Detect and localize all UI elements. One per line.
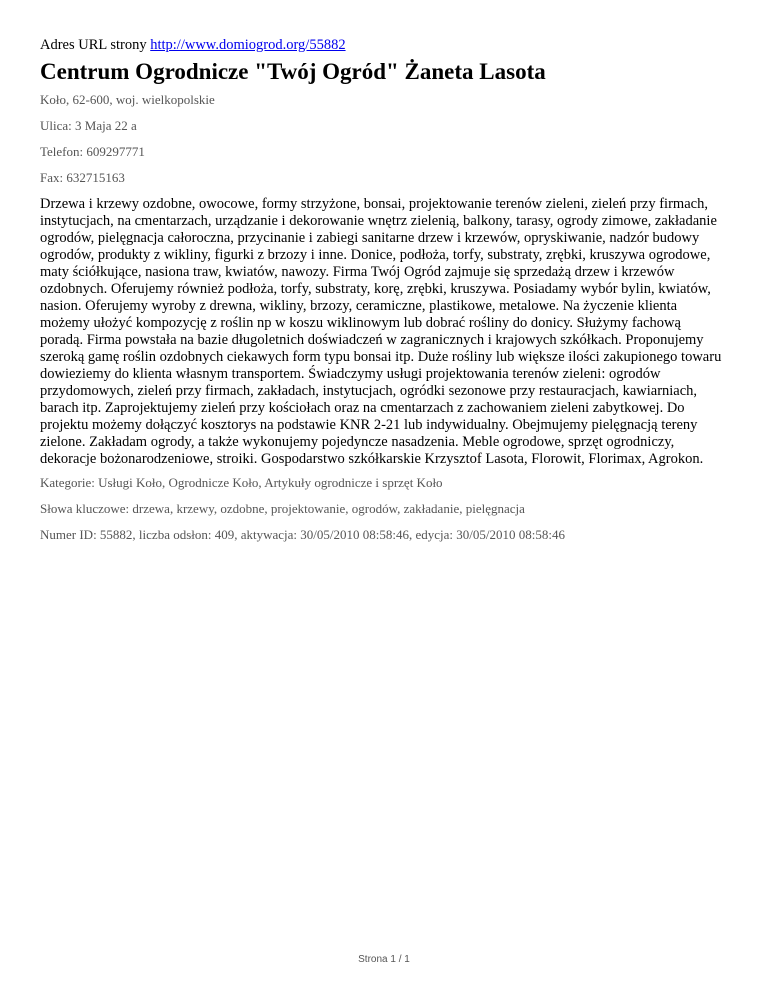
company-fax: Fax: 632715163 — [40, 170, 125, 185]
company-location: Koło, 62-600, woj. wielkopolskie — [40, 92, 215, 107]
company-description: Drzewa i krzewy ozdobne, owocowe, formy strzyżone, bonsai, projektowanie terenów zieleni, zieleń przy firmach, instytucjach, na cmentarzach, urządzanie i dekorowanie wnętrz zielenią, balkony, tarasy, ogrody zimowe, zakładanie ogrodów, pielęgnacja całoroczna, przycinanie i zabiegi sanitarne drzew i krzewów, opryskiwanie, nadzór budowy ogrodów, produkty z wikliny, figurki z brzozy i inne. Donice, podłoża, torfy, substraty, zrębki, kruszywa ogrodowe, maty ściółkujące, nasiona traw, kwiatów, nawozy. Firma Twój Ogród zajmuje się sprzedażą drzew i krzewów ozdobnych. Oferujemy również podłoża, torfy, substraty, korę, zrębki, kruszywa. Posiadamy wybór bylin, kwiatów, nasion. Oferujemy wyroby z drewna, wikliny, brzozy, ceramiczne, plastikowe, metalowe. Na życzenie klienta możemy ułożyć kompozycję z roślin np w koszu wiklinowym lub dobrać rośliny do donicy. Służymy fachową poradą. Firma powstała na bazie długoletnich doświadczeń w zagranicznych i krajowych szkółkach. Proponujemy szeroką gamę roślin ozdobnych ciekawych form typu bonsai itp. Duże rośliny lub większe ilości zakupionego towaru dowieziemy do klienta własnym transportem. Świadczymy usługi projektowania terenów zieleni: ogrodów przydomowych, zieleń przy firmach, zakładach, instytucjach, ogródki sezonowe przy restauracjach, kawiarniach, barach itp. Zaprojektujemy zieleń przy kościołach oraz na cmentarzach z zachowaniem zieleni zabytkowej. Do projektu możemy dołączyć kosztorys na podstawie KNR 2-21 lub indywidualny. Obejmujemy pielęgnacją tereny zielone. Zakładam ogrody, a także wykonujemy pojedyncze nasadzenia. Meble ogrodowe, sprzęt ogrodniczy, dekoracje bożonarodzeniowe, stroiki. Gospodarstwo szkółkarskie Krzysztof Lasota, Florowit, Florimax, Agrokon. — [40, 196, 722, 467]
page-number: Strona 1 / 1 — [358, 954, 410, 965]
url-label: Adres URL strony — [40, 37, 147, 53]
company-name: Centrum Ogrodnicze "Twój Ogród" Żaneta Lasota — [40, 59, 546, 84]
company-phone: Telefon: 609297771 — [40, 144, 145, 159]
categories-line: Kategorie: Usługi Koło, Ogrodnicze Koło, Artykuły ogrodnicze i sprzęt Koło — [40, 475, 443, 490]
keywords-line: Słowa kluczowe: drzewa, krzewy, ozdobne, projektowanie, ogrodów, zakładanie, pielęgnacja — [40, 501, 525, 516]
company-street: Ulica: 3 Maja 22 a — [40, 118, 137, 133]
document-page — [40, 36, 730, 553]
company-url-link[interactable]: http://www.domiogrod.org/55882 — [150, 37, 346, 53]
record-info-line: Numer ID: 55882, liczba odsłon: 409, aktywacja: 30/05/2010 08:58:46, edycja: 30/05/2010 08:58:46 — [40, 527, 565, 542]
url-line — [40, 36, 730, 54]
